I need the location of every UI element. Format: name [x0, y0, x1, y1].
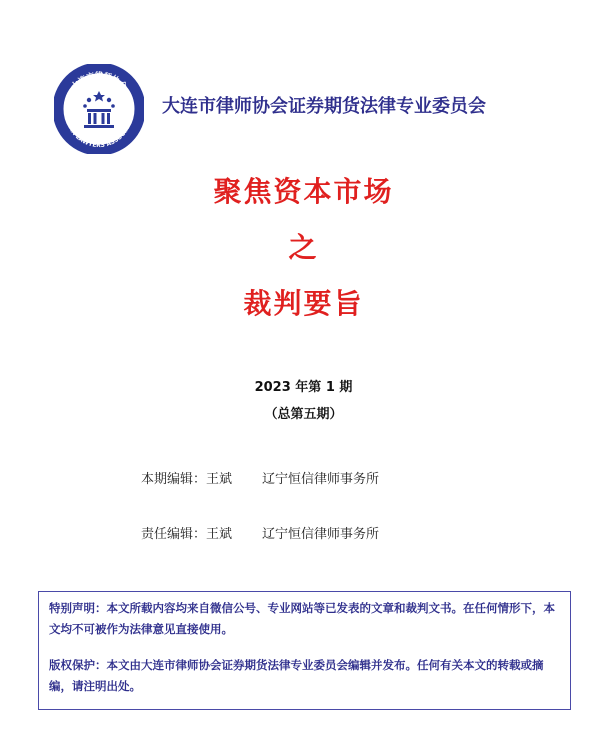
disclaimer-text: 特别声明：本文所载内容均来自微信公号、专业网站等已发表的文章和裁判文书。在任何情形下，本文均不可被作为法律意见直接使用。 [49, 601, 555, 636]
editor-label: 责任编辑： [141, 527, 207, 542]
association-seal-icon [54, 64, 144, 154]
chief-editor-row [141, 523, 379, 542]
svg-text:大连市律师协会: 大连市律师协会 [69, 71, 129, 92]
svg-text:DALIAN LAWYERS ASSOCIATION: DALIAN LAWYERS ASSOCIATION [63, 112, 135, 150]
editor-firm: 辽宁恒信律师事务所 [262, 472, 380, 487]
editor-name: 王斌 [206, 472, 233, 487]
association-logo [54, 64, 144, 154]
copyright-text: 版权保护：本文由大连市律师协会证券期货法律专业委员会编辑并发布。任何有关本文的转载或摘编，请注明出处。 [49, 658, 544, 693]
committee-name: 大连市律师协会证券期货法律专业委员会 [162, 96, 486, 117]
subtitle: 裁判要旨 [243, 287, 364, 320]
issue-total: （总第五期） [264, 407, 343, 422]
title-connector: 之 [288, 231, 319, 264]
main-title: 聚焦资本市场 [213, 175, 394, 208]
editor-name: 王斌 [206, 527, 233, 542]
issue-number: 2023 年第 1 期 [254, 380, 353, 395]
issue-editor-row [141, 468, 379, 487]
notice-box [38, 591, 571, 710]
editor-firm: 辽宁恒信律师事务所 [262, 527, 380, 542]
editor-label: 本期编辑： [141, 472, 207, 487]
